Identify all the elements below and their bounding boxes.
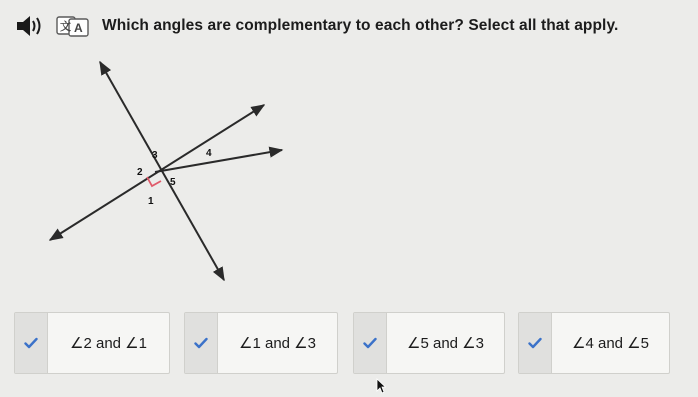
checkmark-icon [528,337,542,349]
choice-angle5-angle3[interactable] [353,312,505,374]
question-text: Which angles are complementary to each other? Select all that apply. [102,17,619,34]
angle-label-4: 4 [206,148,212,159]
angle-label-1: 1 [148,196,154,207]
choice-angle4-angle5[interactable] [518,312,670,374]
choice-label: ∠4 and ∠5 [572,335,649,352]
angle-label-3: 3 [152,150,158,161]
checkmark-icon [194,337,208,349]
checkmark-icon [363,337,377,349]
choice-label: ∠1 and ∠3 [239,335,316,352]
choice-label: ∠2 and ∠1 [70,335,147,352]
angle-label-2: 2 [137,167,143,178]
svg-text:文: 文 [60,21,71,33]
choice-angle2-angle1[interactable] [14,312,170,374]
checkbox[interactable] [185,313,218,373]
mouse-pointer-icon [376,378,386,394]
angle-label-5: 5 [170,177,176,188]
svg-text:A: A [74,21,83,35]
choice-label: ∠5 and ∠3 [407,335,484,352]
checkbox[interactable] [15,313,48,373]
checkmark-icon [24,337,38,349]
choice-angle1-angle3[interactable] [184,312,338,374]
checkbox[interactable] [354,313,387,373]
checkbox[interactable] [519,313,552,373]
